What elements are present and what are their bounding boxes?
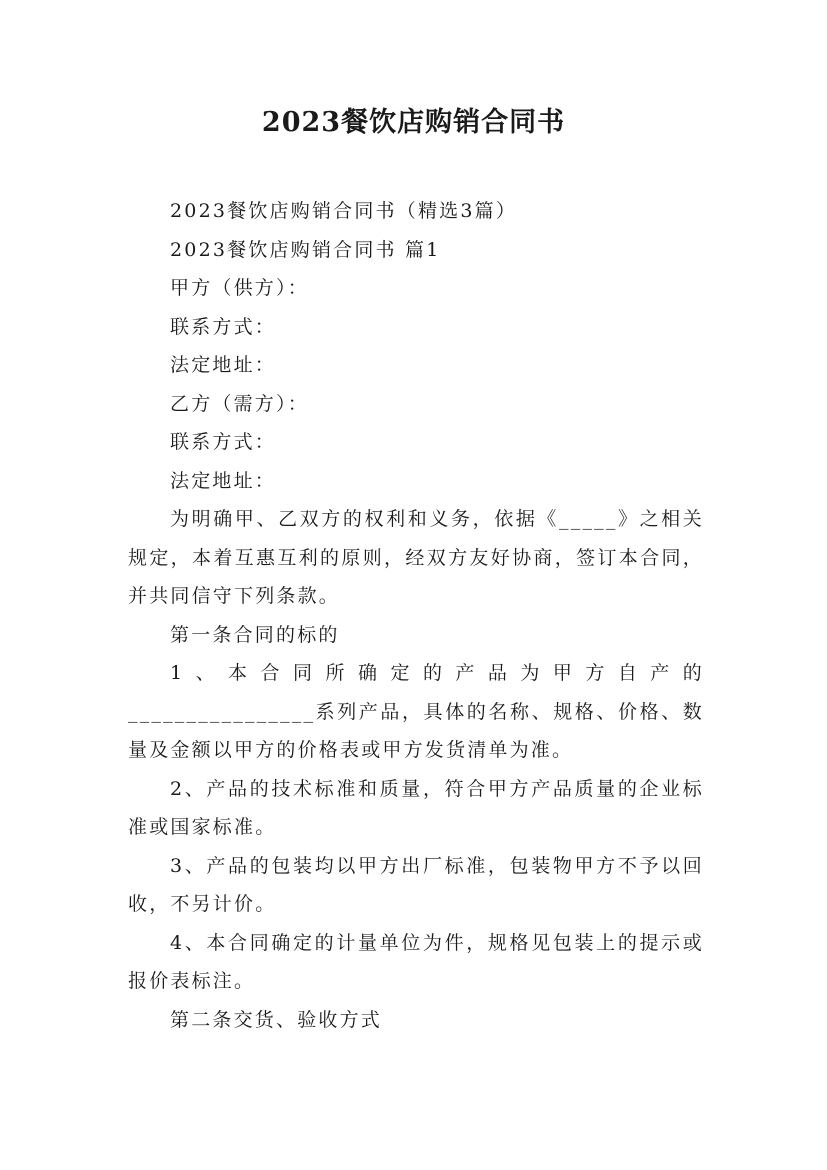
clause-one-item-1: 1、本合同所确定的产品为甲方自产的________________系列产品，具体的名称、规格、价格、数量及金额以甲方的价格表或甲方发货清单为准。 [128,662,704,761]
subtitle-selected-articles: 2023餐饮店购销合同书（精选3篇） [170,200,518,222]
preamble-paragraph: 为明确甲、乙双方的权利和义务，依据《_____》之相关规定，本着互惠互利的原则，经双方友好协商，签订本合同，并共同信守下列条款。 [128,508,704,607]
party-b-address-label: 法定地址： [170,469,277,492]
clause-one-heading: 第一条合同的标的 [170,623,340,646]
document-title: 2023餐饮店购销合同书 [261,107,566,138]
party-a-label: 甲方（供方）： [170,277,309,299]
party-b-label: 乙方（需方）： [170,392,309,415]
clause-two-heading: 第二条交货、验收方式 [170,1008,383,1031]
clause-one-item-4: 4、本合同确定的计量单位为件，规格见包装上的提示或报价表标注。 [128,931,704,992]
party-a-contact-label: 联系方式： [170,315,277,338]
party-a-address-label: 法定地址： [170,354,277,376]
clause-one-item-3: 3、产品的包装均以甲方出厂标准，包装物甲方不予以回收，不另计价。 [128,854,704,915]
party-b-contact-label: 联系方式： [170,431,277,453]
article-heading: 2023餐饮店购销合同书 篇1 [170,238,441,261]
clause-one-item-2: 2、产品的技术标准和质量，符合甲方产品质量的企业标准或国家标准。 [128,777,704,838]
document-body [128,192,704,1039]
